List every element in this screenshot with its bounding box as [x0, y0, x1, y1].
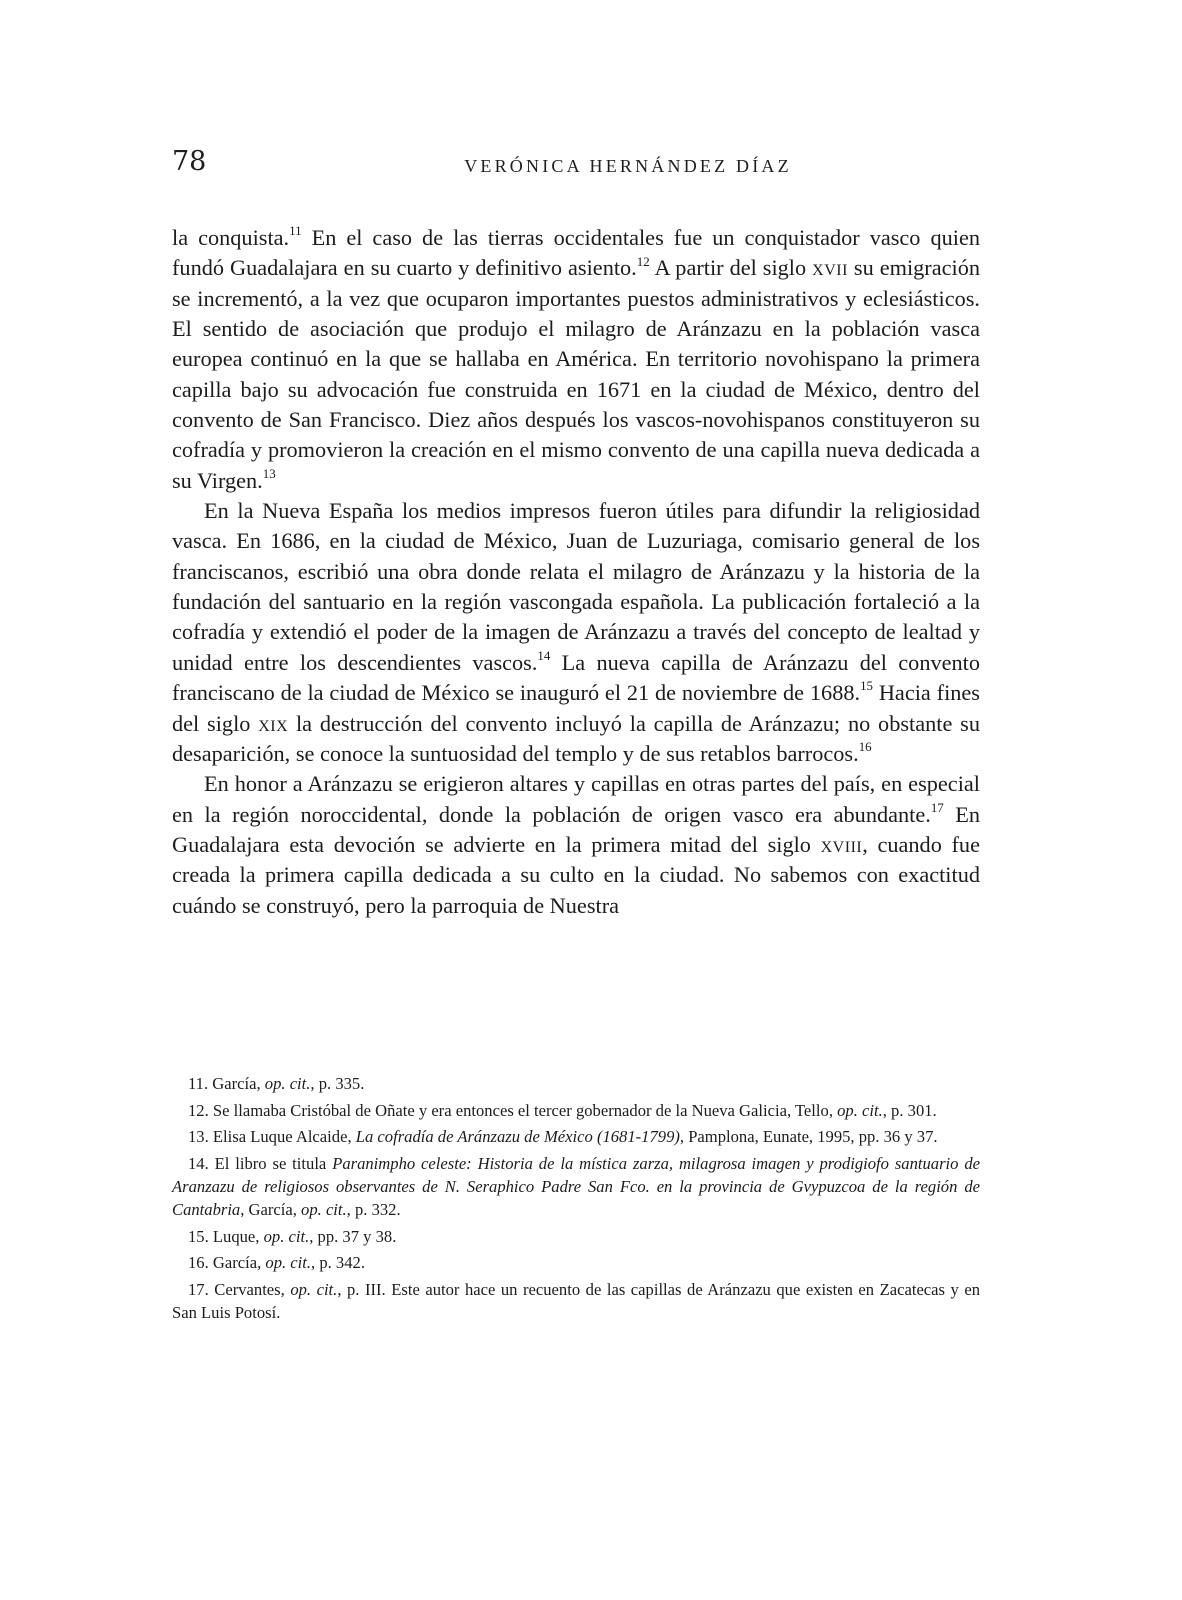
footnote-16 [172, 1252, 980, 1275]
footnote-ref-17: 17 [930, 799, 944, 815]
text-run: En la Nueva España los medios impresos fueron útiles para difundir la religiosidad vasca. En 1686, en la ciudad de México, Juan de Luzuriaga, comisario general de los franciscanos, escribió una obra donde relata el milagro de Aránzazu y la historia de la fundación del santuario en la región vascongada española. La publicación fortaleció a la cofradía y extendió el poder de la imagen de Aránzazu a través del concepto de lealtad y unidad entre los descendientes vascos. [172, 498, 980, 675]
footnote-ref-15: 15 [860, 678, 873, 694]
italic-text: La cofradía de Aránzazu de México (1681-1799) [355, 1127, 680, 1147]
text-run: En honor a Aránzazu se erigieron altares y capillas en otras partes del país, en especial en la región noroccidental, donde la población de origen vasco era abundante. [172, 771, 980, 827]
text-run: En el caso de las tierras occidentales fue un conquistador vasco quien fundó Guadalajara en su cuarto y definitivo asiento. [172, 225, 980, 281]
italic-text: op. cit. [837, 1100, 883, 1120]
text-run: A partir del siglo [649, 255, 813, 281]
text-run: , p. 335. [310, 1074, 365, 1093]
paragraph-3 [172, 769, 980, 921]
footnote-ref-16: 16 [858, 739, 872, 755]
italic-text: op. cit. [263, 1226, 310, 1246]
text-run: 12. Se llamaba Cristóbal de Oñate y era entonces el tercer gobernador de la Nueva Galicia, Tello, [188, 1100, 838, 1120]
footnote-12 [172, 1100, 980, 1123]
roman-numeral-century: xviii [820, 831, 863, 857]
body-text [172, 223, 980, 921]
page-header [172, 146, 1024, 186]
footnote-ref-11: 11 [289, 223, 302, 239]
text-run: , p. 301. [882, 1100, 937, 1120]
text-run: La nueva capilla de Aránzazu del convento franciscano de la ciudad de México se inauguró el 21 de noviembre de 1688. [172, 649, 981, 706]
text-run: , pp. 37 y 38. [309, 1226, 397, 1246]
italic-text: Paranimpho celeste: Historia de la mística zarza, milagrosa imagen y prodigiofo santuario de Aranzazu de religiosos observantes de N. Seraphico Padre San Fco. en la provincia de Gvypuzcoa de la región de Cantabria [172, 1154, 981, 1219]
roman-numeral-century: xix [258, 710, 289, 736]
roman-numeral-century: xvii [812, 255, 848, 281]
footnote-ref-14: 14 [537, 648, 551, 664]
italic-text: op. cit. [290, 1280, 338, 1300]
text-run: , Pamplona, Eunate, 1995, pp. 36 y 37. [679, 1127, 938, 1147]
text-run: , p. 332. [346, 1199, 401, 1219]
footnote-17 [172, 1279, 980, 1325]
text-run: , p. 342. [311, 1253, 365, 1273]
text-run: , García, [240, 1199, 302, 1219]
footnote-11 [172, 1073, 980, 1096]
footnote-13 [172, 1126, 980, 1149]
running-head-text: VERÓNICA HERNÁNDEZ DÍAZ [464, 156, 792, 176]
text-run: 17. Cervantes, [188, 1280, 291, 1300]
text-run: , cuando fue creada la primera capilla dedicada a su culto en la ciudad. No sabemos con exactitud cuándo se construyó, pero la parroquia de Nuestra [172, 831, 980, 918]
footnotes [172, 1073, 980, 1329]
italic-text: op. cit. [264, 1074, 311, 1093]
text-run: la conquista. [172, 225, 290, 250]
footnote-15 [172, 1226, 980, 1249]
footnote-ref-12: 12 [636, 253, 650, 269]
italic-text: op. cit. [301, 1199, 347, 1219]
text-run: 11. García, [188, 1074, 265, 1093]
text-run: , p. III. Este autor hace un recuento de las capillas de Aránzazu que existen en Zacatecas y en San Luis Potosí. [172, 1280, 981, 1322]
italic-text: op. cit. [265, 1253, 312, 1273]
page-number: 78 [172, 146, 207, 177]
text-run: 14. El libro se titula [188, 1154, 333, 1174]
paragraph-2 [172, 496, 980, 769]
text-run: 15. Luque, [188, 1226, 264, 1246]
footnote-ref-13: 13 [262, 466, 276, 482]
running-head [172, 156, 1024, 177]
text-run: 13. Elisa Luque Alcaide, [188, 1127, 356, 1147]
text-run: 16. García, [188, 1253, 266, 1273]
paragraph-1 [172, 223, 980, 496]
text-run: En Guadalajara esta devoción se advierte en la primera mitad del siglo [172, 801, 981, 857]
text-run: su emigración se incrementó, a la vez que ocuparon importantes puestos administrativos y eclesiásticos. El sentido de asociación que produjo el milagro de Aránzazu en la población vasca europea continuó en la que se hallaba en América. En territorio novohispano la primera capilla bajo su advocación fue construida en 1671 en la ciudad de México, dentro del convento de San Francisco. Diez años después los vascos-novohispanos constituyeron su cofradía y promovieron la creación en el mismo convento de una capilla nueva dedicada a su Virgen. [172, 255, 980, 493]
text-run: Hacia fines del siglo [172, 680, 980, 736]
text-run: la destrucción del convento incluyó la capilla de Aránzazu; no obstante su desaparición, se conoce la suntuosidad del templo y de sus retablos barrocos. [172, 710, 980, 766]
footnote-14 [172, 1153, 980, 1222]
